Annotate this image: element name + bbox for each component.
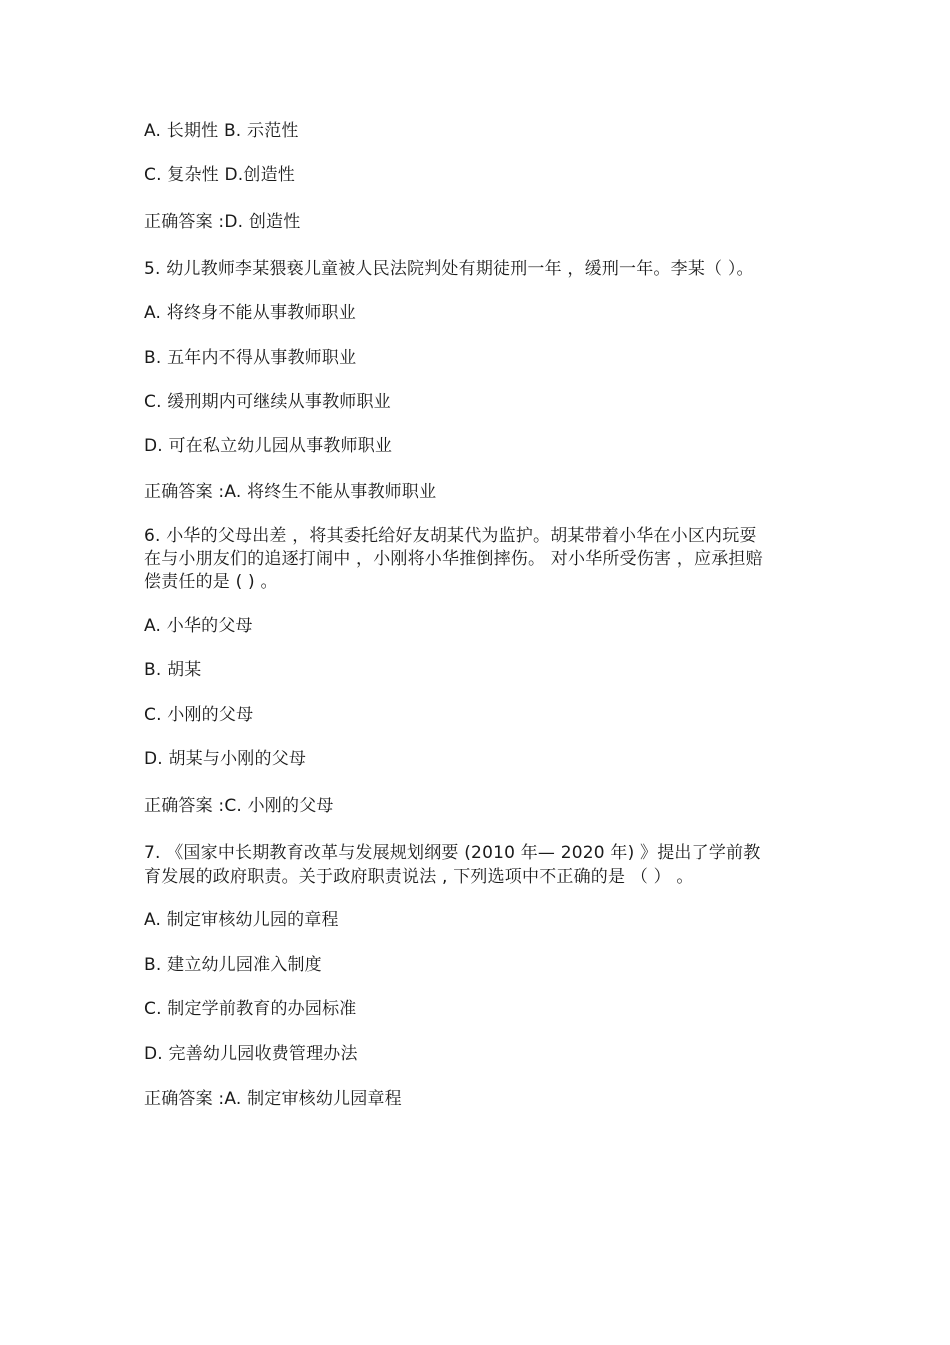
q7-question-line-2: 育发展的政府职责。关于政府职责说法 , 下列选项中不正确的是 （ ） 。 — [144, 867, 694, 887]
q6-question-line-3: 偿责任的是 ( ) 。 — [144, 572, 278, 592]
q6-question-line-1: 6. 小华的父母出差 ，将其委托给好友胡某代为监护。胡某带着小华在小区内玩耍 — [144, 526, 757, 546]
q4-option-cd: C. 复杂性 D.创造性 — [144, 165, 295, 185]
q7-option-c: C. 制定学前教育的办园标准 — [144, 999, 357, 1019]
q4-option-ab: A. 长期性 B. 示范性 — [144, 121, 299, 141]
q7-question-line-1: 7. 《国家中长期教育改革与发展规划纲要 (2010 年— 2020 年) 》提出了学前教 — [144, 843, 761, 863]
q7-option-d: D. 完善幼儿园收费管理办法 — [144, 1044, 358, 1064]
q6-option-c: C. 小刚的父母 — [144, 705, 254, 725]
q7-option-b: B. 建立幼儿园准入制度 — [144, 955, 322, 975]
q5-option-d: D. 可在私立幼儿园从事教师职业 — [144, 436, 393, 456]
q5-question: 5. 幼儿教师李某猥亵儿童被人民法院判处有期徒刑一年 ，缓刑一年。李某（ ）。 — [144, 259, 754, 279]
q6-question-line-2: 在与小朋友们的追逐打闹中 ，小刚将小华推倒摔伤。 对小华所受伤害 ，应承担赔 — [144, 549, 763, 569]
q7-answer: 正确答案 :A. 制定审核幼儿园章程 — [144, 1089, 402, 1109]
q5-answer: 正确答案 :A. 将终生不能从事教师职业 — [144, 482, 437, 502]
q6-option-a: A. 小华的父母 — [144, 616, 253, 636]
q6-option-b: B. 胡某 — [144, 660, 202, 680]
q7-option-a: A. 制定审核幼儿园的章程 — [144, 910, 339, 930]
q5-option-b: B. 五年内不得从事教师职业 — [144, 348, 357, 368]
q5-option-a: A. 将终身不能从事教师职业 — [144, 303, 356, 323]
q6-option-d: D. 胡某与小刚的父母 — [144, 749, 307, 769]
q4-answer: 正确答案 :D. 创造性 — [144, 212, 301, 232]
q6-answer: 正确答案 :C. 小刚的父母 — [144, 796, 334, 816]
q5-option-c: C. 缓刑期内可继续从事教师职业 — [144, 392, 391, 412]
